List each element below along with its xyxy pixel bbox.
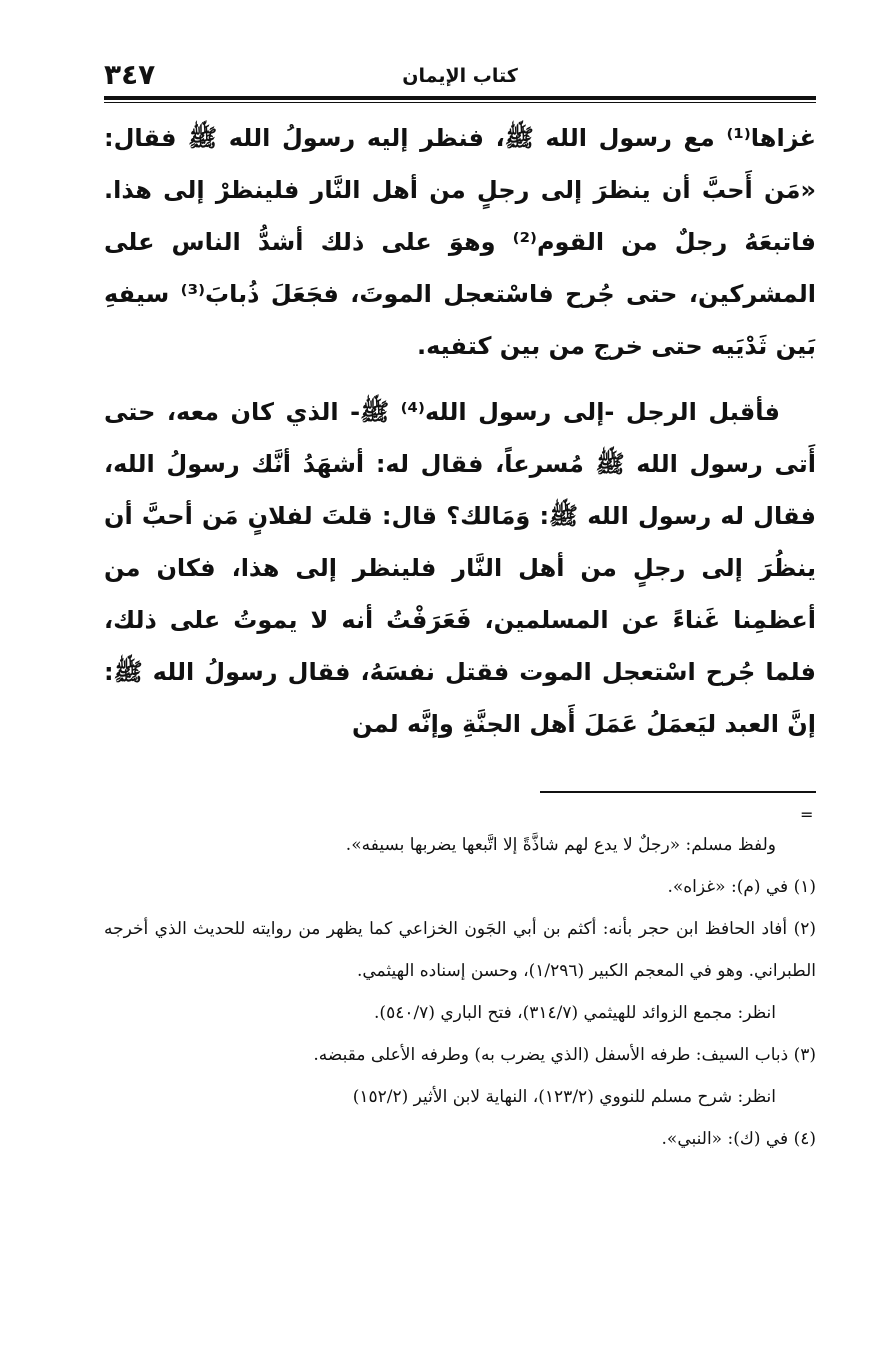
footnote-2-reference: انظر: مجمع الزوائد للهيثمي (٣١٤/٧)، فتح الباري (٥٤٠/٧). [374, 1003, 776, 1023]
page-header [104, 58, 816, 98]
footnote-separator [540, 791, 816, 793]
running-title: كتاب الإيمان [402, 65, 518, 87]
header-rule-thin [104, 102, 816, 103]
page-number: ٣٤٧ [104, 58, 156, 91]
paragraph-2: فأقبل الرجل -إلى رسول الله⁽⁴⁾ ﷺ- الذي كان معه، حتى أَتى رسول الله ﷺ مُسرعاً، فقال له: أشهَدُ أنَّك رسولُ الله، فقال له رسول الله ﷺ: وَمَالك؟ قال: قلتَ لفلانٍ مَن أحبَّ أن ينظُرَ إلى رجلٍ من أهل النَّار فلينظر إلى هذا، فكان من أعظمِنا غَناءً عن المسلمين، فَعَرَفْتُ أنه لا يموتُ على ذلك، فلما جُرح اسْتعجل الموت فقتل نفسَهُ، فقال رسولُ الله ﷺ: إنَّ العبد ليَعمَلُ عَمَلَ أَهل الجنَّةِ وإنَّه لمن [104, 398, 816, 738]
footnote-3: (٣) ذباب السيف: طرفه الأسفل (الذي يضرب به) وطرفه الأعلى مقبضه. [313, 1045, 816, 1065]
footnote-2: (٢) أفاد الحافظ ابن حجر بأنه: أكثم بن أبي الجَون الخزاعي كما يظهر من روايته للحديث الذي أخرجه الطبراني. وهو في المعجم الكبير (١/٢٩٦)، وحسن إسناده الهيثمي. [104, 919, 816, 981]
footnotes [104, 824, 816, 1160]
paragraph-1: غزاها⁽¹⁾ مع رسول الله ﷺ، فنظر إليه رسولُ الله ﷺ فقال: «مَن أَحبَّ أن ينظرَ إلى رجلٍ من أهل النَّار فلينظرْ إلى هذا. فاتبعَهُ رجلٌ من القوم⁽²⁾ وهوَ على ذلك أشدُّ الناس على المشركين، حتى جُرح فاسْتعجل الموتَ، فجَعَلَ ذُبابَ⁽³⁾ سيفهِ بَين ثَدْيَيه حتى خرج من بين كتفيه. [104, 124, 816, 360]
footnote-continuation: ولفظ مسلم: «رجلٌ لا يدع لهم شاذَّةً إلا اتَّبعها يضربها بسيفه». [345, 835, 776, 855]
continuation-mark: = [800, 805, 814, 824]
header-rule-thick [104, 96, 816, 100]
main-text [104, 112, 816, 750]
footnote-1: (١) في (م): «غزاه». [667, 877, 816, 897]
footnote-4: (٤) في (ك): «النبي». [661, 1129, 816, 1149]
footnote-3-reference: انظر: شرح مسلم للنووي (١٢٣/٢)، النهاية لابن الأثير (١٥٢/٢) [352, 1087, 776, 1107]
